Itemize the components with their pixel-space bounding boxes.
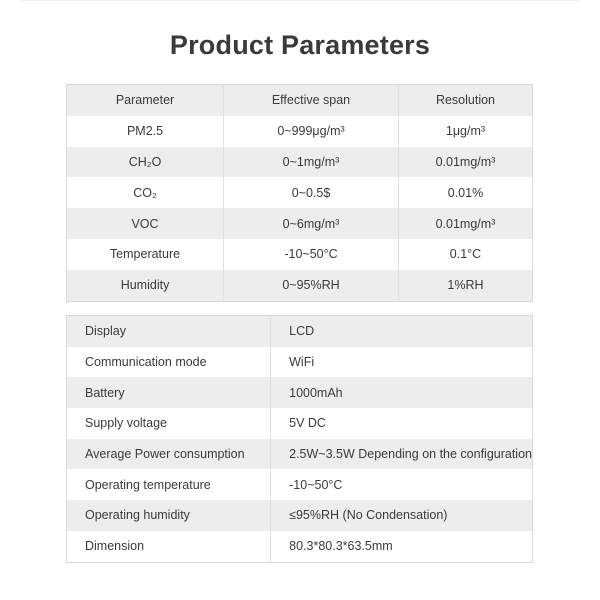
table-row xyxy=(67,147,533,178)
table-cell: PM2.5 xyxy=(67,116,224,147)
table-row xyxy=(67,439,533,470)
table-cell: 0~999μg/m³ xyxy=(224,116,399,147)
table-cell: VOC xyxy=(67,208,224,239)
top-divider xyxy=(20,0,580,1)
table-cell: 0.01% xyxy=(398,177,532,208)
table-row xyxy=(67,531,533,562)
spec-value: 1000mAh xyxy=(271,377,533,408)
header-cell: Parameter xyxy=(67,85,224,116)
spec-label: Supply voltage xyxy=(67,408,271,439)
table-cell: 0~6mg/m³ xyxy=(224,208,399,239)
table-cell: 1%RH xyxy=(398,270,532,301)
table-cell: CH₂O xyxy=(67,147,224,178)
header-cell: Effective span xyxy=(224,85,399,116)
table-row xyxy=(67,270,533,301)
spec-value: 2.5W~3.5W Depending on the configuration xyxy=(271,439,533,470)
spec-label: Operating humidity xyxy=(67,500,271,531)
spec-value: WiFi xyxy=(271,347,533,378)
table-cell: Humidity xyxy=(67,270,224,301)
table-cell: Temperature xyxy=(67,239,224,270)
table-row xyxy=(67,408,533,439)
spec-label: Battery xyxy=(67,377,271,408)
spec-value: -10~50°C xyxy=(271,469,533,500)
table-cell: 0.01mg/m³ xyxy=(398,147,532,178)
table-row xyxy=(67,377,533,408)
table-cell: -10~50°C xyxy=(224,239,399,270)
table-row xyxy=(67,208,533,239)
specifications-table xyxy=(66,315,533,563)
table-cell: 1μg/m³ xyxy=(398,116,532,147)
table-cell: 0~0.5$ xyxy=(224,177,399,208)
spec-label: Communication mode xyxy=(67,347,271,378)
spec-value: LCD xyxy=(271,316,533,347)
table-cell: 0~95%RH xyxy=(224,270,399,301)
spec-value: 80.3*80.3*63.5mm xyxy=(271,531,533,562)
spec-label: Average Power consumption xyxy=(67,439,271,470)
spec-value: ≤95%RH (No Condensation) xyxy=(271,500,533,531)
table-cell: 0.01mg/m³ xyxy=(398,208,532,239)
table-cell: 0.1°C xyxy=(398,239,532,270)
table-cell: 0~1mg/m³ xyxy=(224,147,399,178)
table-row xyxy=(67,316,533,347)
spec-label: Dimension xyxy=(67,531,271,562)
table-row xyxy=(67,469,533,500)
header-cell: Resolution xyxy=(398,85,532,116)
spec-label: Display xyxy=(67,316,271,347)
table-cell: CO₂ xyxy=(67,177,224,208)
spec-value: 5V DC xyxy=(271,408,533,439)
spec-label: Operating temperature xyxy=(67,469,271,500)
table-row xyxy=(67,177,533,208)
table-row xyxy=(67,239,533,270)
table-row xyxy=(67,116,533,147)
table-header-row xyxy=(67,85,533,116)
parameters-table xyxy=(66,84,533,302)
table-row xyxy=(67,500,533,531)
page-title: Product Parameters xyxy=(169,30,431,60)
table-row xyxy=(67,347,533,378)
